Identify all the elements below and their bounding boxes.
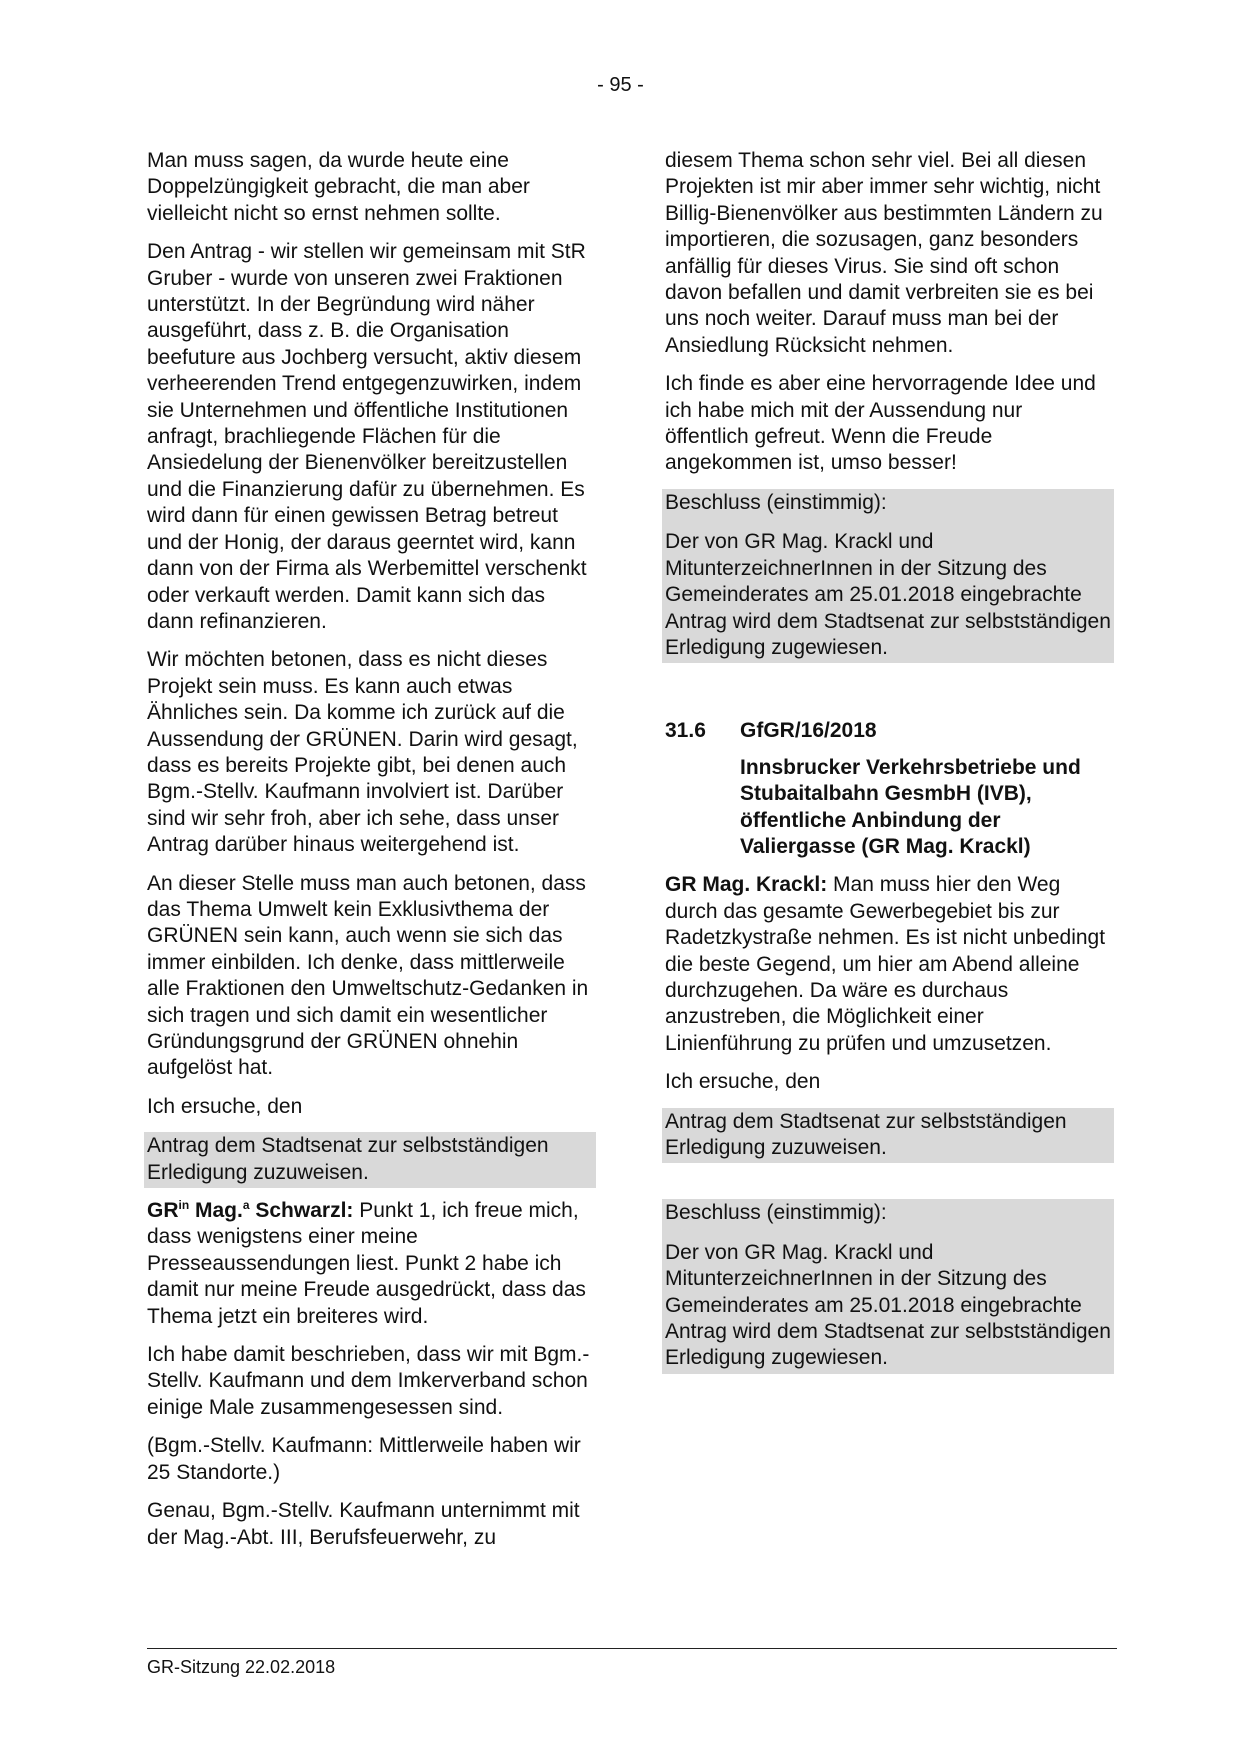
motion-box [662, 1108, 1114, 1164]
resolution-heading: Beschluss (einstimmig): [665, 1201, 887, 1225]
left-column [147, 148, 593, 1563]
agenda-item-heading [665, 718, 1111, 744]
paragraph: Man muss sagen, da wurde heute eine Doppelzüngigkeit gebracht, die man aber vielleicht nicht so ernst nehmen sollte. [147, 149, 530, 225]
right-column [665, 148, 1111, 1374]
paragraph: Ich habe damit beschrieben, dass wir mit Bgm.-Stellv. Kaufmann und dem Imkerverband schon einige Male zusammengesessen sind. [147, 1343, 590, 1419]
paragraph: Genau, Bgm.-Stellv. Kaufmann unternimmt mit der Mag.-Abt. III, Berufsfeuerwehr, zu [147, 1499, 580, 1549]
motion-box [144, 1132, 596, 1188]
speaker-paragraph: $GR^{in}$ Mag.$^a$ Schwarzl: Punkt 1, ich freue mich, dass wenigstens einer meine Presseaussendungen liest. Punkt 2 habe ich damit nur meine Freude ausgedrückt, dass das Thema jetzt ein breiteres wird. [147, 1198, 586, 1328]
resolution-text: Der von GR Mag. Krackl und MitunterzeichnerInnen in der Sitzung des Gemeinderates am 25.01.2018 eingebrachte Antrag wird dem Stadtsenat zur selbstständigen Erledigung zugewiesen. [665, 1240, 1111, 1370]
footer-text: GR-Sitzung 22.02.2018 [147, 1657, 336, 1677]
paragraph: Ich ersuche, den [665, 1070, 821, 1094]
paragraph: Ich finde es aber eine hervorragende Idee und ich habe mich mit der Aussendung nur öffentlich gefreut. Wenn die Freude angekommen ist, umso besser! [665, 372, 1096, 475]
speaker-name: GR Mag. Krackl: [665, 873, 828, 897]
resolution-heading: Beschluss (einstimmig): [665, 490, 887, 514]
footer-divider [147, 1648, 1117, 1649]
speaker-name: $GR^{in}$ Mag.$^a$ Schwarzl: [147, 1198, 354, 1223]
motion-text: Antrag dem Stadtsenat zur selbstständigen Erledigung zuzuweisen. [147, 1134, 549, 1184]
paragraph: (Bgm.-Stellv. Kaufmann: Mittlerweile haben wir 25 Standorte.) [147, 1434, 581, 1484]
speaker-paragraph: GR Mag. Krackl: Man muss hier den Weg durch das gesamte Gewerbegebiet bis zur Radetzkystraße nehmen. Es ist nicht unbedingt die beste Gegend, um hier am Abend alleine durchzugehen. Da wäre es durchaus anzustreben, die Möglichkeit einer Linienführung zu prüfen und umzusetzen. [665, 873, 1106, 1055]
paragraph: Wir möchten betonen, dass es nicht dieses Projekt sein muss. Es kann auch etwas Ähnliches sein. Da komme ich zurück auf die Aussendung der GRÜNEN. Darin wird gesagt, dass es bereits Projekte gibt, bei denen auch Bgm.-Stellv. Kaufmann involviert ist. Darüber sind wir sehr froh, aber ich sehe, dass unser Antrag darüber hinaus weitergehend ist. [147, 648, 578, 857]
item-reference: GfGR/16/2018 [740, 719, 877, 743]
resolution-box [662, 489, 1114, 663]
paragraph: Den Antrag - wir stellen wir gemeinsam mit StR Gruber - wurde von unseren zwei Fraktionen unterstützt. In der Begründung wird näher ausgeführt, dass z. B. die Organisation beefuture aus Jochberg versucht, aktiv diesem verheerenden Trend entgegenzuwirken, indem sie Unternehmen und öffentliche Institutionen anfragt, brachliegende Flächen für die Ansiedelung der Bienenvölker bereitzustellen und die Finanzierung dafür zu übernehmen. Es wird dann für einen gewissen Betrag betreut und der Honig, der daraus geerntet wird, kann dann von der Firma als Werbemittel verschenkt oder verkauft werden. Damit kann sich das dann refinanzieren. [147, 240, 587, 633]
motion-text: Antrag dem Stadtsenat zur selbstständigen Erledigung zuzuweisen. [665, 1109, 1067, 1159]
paragraph: An dieser Stelle muss man auch betonen, dass das Thema Umwelt kein Exklusivthema der GRÜNEN sein kann, auch wenn sie sich das immer einbilden. Ich denke, dass mittlerweile alle Fraktionen den Umweltschutz-Gedanken in sich tragen und sich damit ein wesentlicher Gründungsgrund der GRÜNEN ohnehin aufgelöst hat. [147, 871, 589, 1080]
resolution-box [662, 1199, 1114, 1373]
item-number: 31.6 [665, 719, 706, 743]
paragraph: diesem Thema schon sehr viel. Bei all diesen Projekten ist mir aber immer sehr wichtig, nicht Billig-Bienenvölker aus bestimmten Ländern zu importieren, die sozusagen, ganz besonders anfällig für dieses Virus. Sie sind oft schon davon befallen und damit verbreiten sie es bei uns noch weiter. Darauf muss man bei der Ansiedlung Rücksicht nehmen. [665, 149, 1103, 357]
paragraph: Ich ersuche, den [147, 1094, 303, 1118]
page-number: - 95 - [597, 74, 644, 96]
item-title: Innsbrucker Verkehrsbetriebe und Stubaitalbahn GesmbH (IVB), öffentliche Anbindung der Valiergasse (GR Mag. Krackl) [740, 755, 1081, 858]
resolution-text: Der von GR Mag. Krackl und MitunterzeichnerInnen in der Sitzung des Gemeinderates am 25.01.2018 eingebrachte Antrag wird dem Stadtsenat zur selbstständigen Erledigung zugewiesen. [665, 530, 1111, 659]
